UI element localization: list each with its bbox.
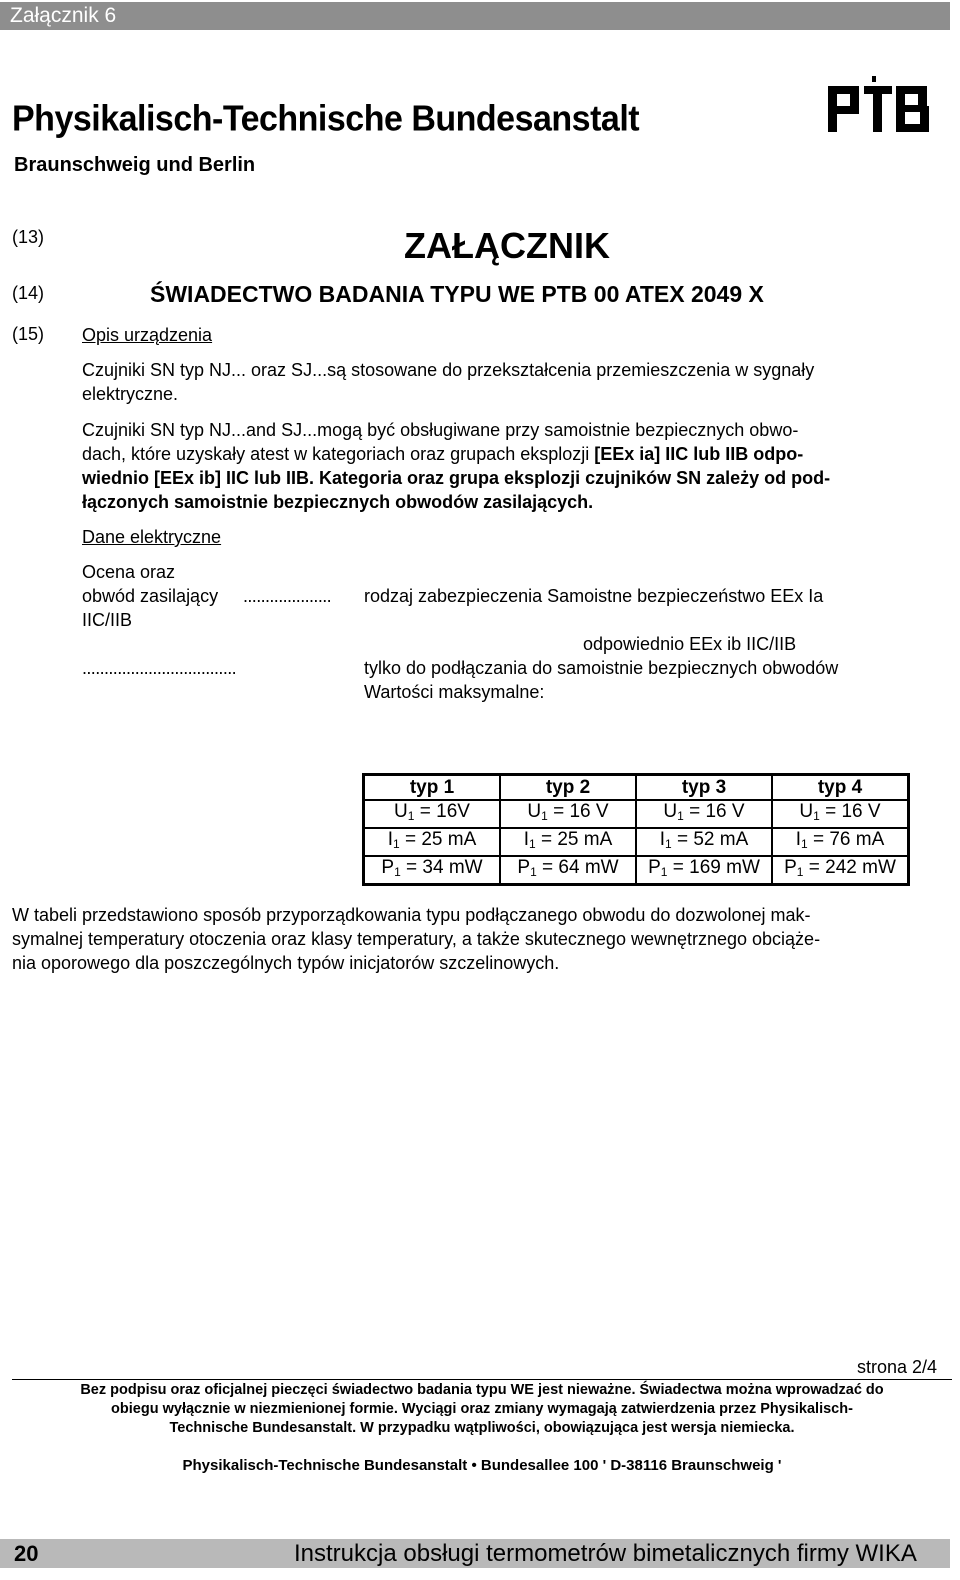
marker-13: (13) xyxy=(12,227,45,247)
para2-line4: łączonych samoistnie bezpiecznych obwodów zasilających. xyxy=(82,492,594,512)
para2-line1: Czujniki SN typ NJ...and SJ...mogą być obsługiwane przy samoistnie bezpiecznych obwo- xyxy=(82,420,799,440)
electrical-value-1-wrap: IIC/IIB xyxy=(82,610,133,630)
table-cell: $U_1 = 16$ V xyxy=(636,800,772,828)
marker-14: (14) xyxy=(12,283,45,303)
table-header: typ 3 xyxy=(636,775,772,801)
table-cell: $I_1 = 52$ mA xyxy=(636,828,772,856)
footer-note-line3: Technische Bundesanstalt. W przypadku wątpliwości, obowiązująca jest wersja niemiecka. xyxy=(169,1420,795,1436)
marker-15: (15) xyxy=(12,324,45,344)
table-cell: $P_1 = 169$ mW xyxy=(636,856,772,885)
electrical-value-1: rodzaj zabezpieczenia Samoistne bezpieczeństwo EEx Ia xyxy=(364,586,824,606)
table-header-row xyxy=(364,775,909,801)
table-header: typ 4 xyxy=(772,775,909,801)
table-row-power xyxy=(364,856,909,885)
para2-line2: dach, które uzyskały atest w kategoriach oraz grupach eksplozji [EEx ia] IIC lub IIB odpo- xyxy=(82,444,804,464)
max-values-table xyxy=(362,773,910,886)
description-heading: Opis urządzenia xyxy=(82,325,213,345)
attachment-header-bar: Załącznik 6 xyxy=(0,2,950,30)
table-header: typ 2 xyxy=(500,775,636,801)
annex-title: ZAŁĄCZNIK xyxy=(404,225,610,266)
closing-line2: symalnej temperatury otoczenia oraz klasy temperatury, a także skutecznego wewnętrznego obciąże- xyxy=(12,929,821,949)
electrical-value-4: Wartości maksymalne: xyxy=(364,682,545,702)
table-cell: $P_1 = 64$ mW xyxy=(500,856,636,885)
table-cell: $P_1 = 34$ mW xyxy=(364,856,501,885)
table-row-current xyxy=(364,828,909,856)
leader-dots-2: ................................... xyxy=(82,658,237,678)
para1-line2: elektryczne. xyxy=(82,384,179,404)
table-row-voltage xyxy=(364,800,909,828)
table-header: typ 1 xyxy=(364,775,501,801)
table-cell: $U_1 = 16$ V xyxy=(772,800,909,828)
table-cell: $P_1 = 242$ mW xyxy=(772,856,909,885)
table-cell: $I_1 = 25$ mA xyxy=(500,828,636,856)
footer-note-line2: obiegu wyłącznie w niezmienionej formie. Wyciągi oraz zmiany wymagają zatwierdzenia przez Physikalisch- xyxy=(111,1401,853,1417)
electrical-label-2: obwód zasilający xyxy=(82,586,219,606)
footer-validity-note xyxy=(12,1381,952,1438)
para2-line3: wiednio [EEx ib] IIC lub IIB. Kategoria oraz grupa eksplozji czujników SN zależy od pod- xyxy=(82,468,831,488)
footer-divider xyxy=(12,1379,952,1380)
electrical-label-1: Ocena oraz xyxy=(82,562,176,582)
certificate-title: ŚWIADECTWO BADANIA TYPU WE PTB 00 ATEX 2049 X xyxy=(150,281,764,307)
footer-note-line1: Bez podpisu oraz oficjalnej pieczęci świadectwo badania typu WE jest nieważne. Świadectwa można wprowadzać do xyxy=(80,1382,884,1398)
closing-line3: nia oporowego dla poszczególnych typów inicjatorów szczelinowych. xyxy=(12,953,560,973)
electrical-heading: Dane elektryczne xyxy=(82,527,222,547)
page-label: strona 2/4 xyxy=(857,1357,938,1377)
table-cell: $U_1 = 16V$ xyxy=(364,800,501,828)
manual-title: Instrukcja obsługi termometrów bimetalicznych firmy WIKA xyxy=(294,1540,917,1567)
ptb-logo xyxy=(826,74,930,136)
para1-line1: Czujniki SN typ NJ... oraz SJ...są stosowane do przekształcenia przemieszczenia w sygnały xyxy=(82,360,815,380)
organization-name: Physikalisch-Technische Bundesanstalt xyxy=(12,99,640,139)
table-cell: $I_1 = 25$ mA xyxy=(364,828,501,856)
electrical-value-2: odpowiednio EEx ib IIC/IIB xyxy=(583,634,797,654)
closing-line1: W tabeli przedstawiono sposób przyporządkowania typu podłączanego obwodu do dozwolonej mak- xyxy=(12,905,811,925)
footer-address: Physikalisch-Technische Bundesanstalt • Bundesallee 100 ' D-38116 Braunschweig ' xyxy=(182,1457,782,1474)
page-number: 20 xyxy=(14,1541,39,1566)
organization-location: Braunschweig und Berlin xyxy=(14,154,256,176)
leader-dots-1: .................... xyxy=(243,586,332,606)
electrical-value-3: tylko do podłączania do samoistnie bezpiecznych obwodów xyxy=(364,658,839,678)
table-cell: $I_1 = 76$ mA xyxy=(772,828,909,856)
table-cell: $U_1 = 16$ V xyxy=(500,800,636,828)
